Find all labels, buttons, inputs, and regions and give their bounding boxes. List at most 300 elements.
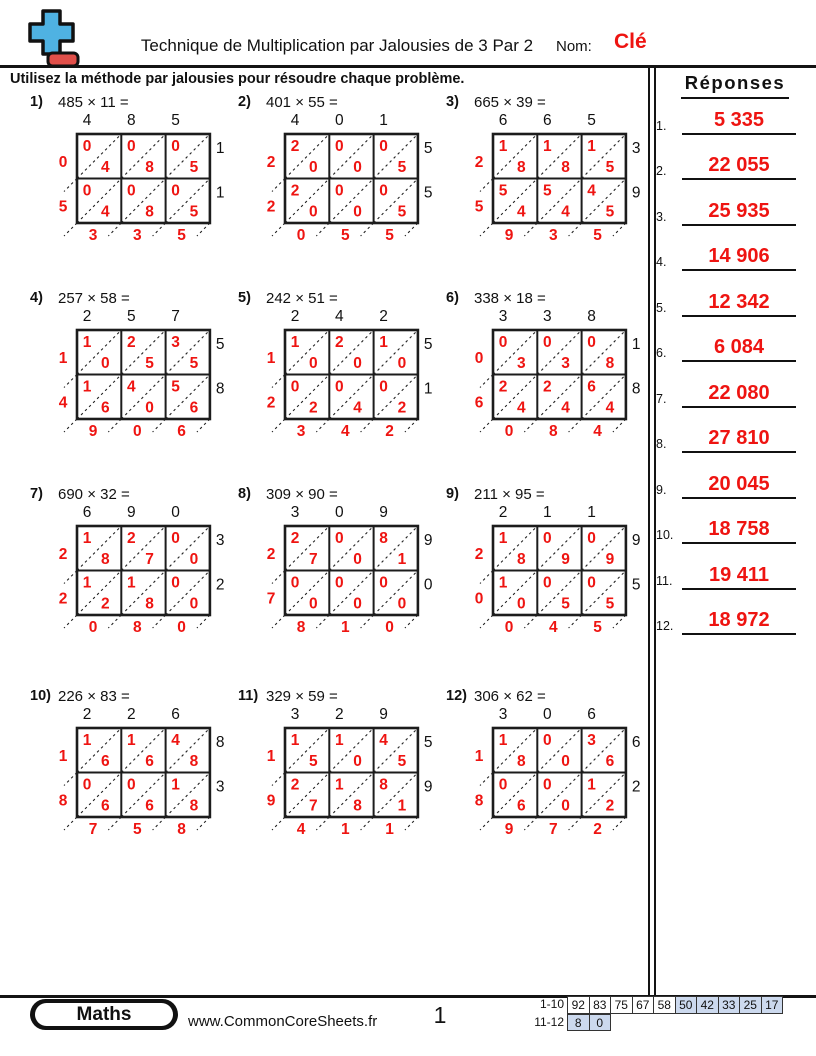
cell-tens-digit: 2 [126, 530, 136, 547]
cell-units-digit: 6 [189, 399, 199, 417]
problem-number: 1) [30, 94, 43, 110]
cell-tens-digit: 2 [290, 138, 300, 155]
cell-tens-digit: 4 [379, 732, 388, 749]
diagonal-tail [361, 615, 374, 628]
score-cell: 75 [610, 996, 633, 1014]
answer-left-digit: 7 [266, 590, 276, 608]
cell-tens-digit: 1 [171, 776, 180, 794]
diagonal-tail [569, 615, 582, 628]
answer-bottom-digit: 5 [385, 227, 394, 244]
cell-units-digit: 5 [189, 203, 199, 221]
diagonal-tail [108, 817, 121, 830]
diagonal-tail [153, 223, 166, 236]
answer-number: 5. [656, 300, 667, 315]
multiplier-digit: 9 [631, 532, 641, 549]
multiplier-digit: 8 [631, 380, 641, 398]
cell-tens-digit: 2 [290, 530, 300, 547]
cell-units-digit: 5 [189, 355, 199, 372]
cell-tens-digit: 3 [171, 334, 180, 351]
cell-tens-digit: 1 [498, 574, 508, 592]
lattice-grid [238, 306, 444, 458]
cell-units-digit: 8 [145, 203, 154, 221]
page-title: Technique de Multiplication par Jalousies de 3 Par 2 [140, 36, 534, 55]
cell-units-digit: 8 [353, 797, 362, 815]
answer-left-digit: 5 [474, 198, 484, 216]
cell-tens-digit: 0 [542, 574, 552, 592]
answer-value: 22 080 [682, 382, 796, 408]
multiplicand-digit: 2 [334, 706, 344, 723]
score-cell: 92 [567, 996, 590, 1014]
problem-number: 12) [446, 688, 467, 704]
score-cell: 25 [739, 996, 762, 1014]
problem-number: 10) [30, 688, 51, 704]
brand-badge [30, 999, 178, 1030]
cell-tens-digit: 0 [82, 138, 92, 155]
multiplicand-digit: 8 [587, 308, 596, 325]
score-cell: 42 [696, 996, 719, 1014]
lattice-grid [238, 110, 444, 262]
lattice-grid [30, 704, 236, 856]
problem-8 [238, 486, 444, 674]
answers-title: Réponses [660, 72, 810, 99]
diagonal-tail [64, 571, 77, 584]
cell-units-digit: 0 [353, 753, 362, 770]
diagonal-tail [316, 419, 329, 432]
problem-expression: 211 × 95 = [474, 486, 545, 503]
problem-6 [446, 290, 652, 478]
multiplier-digit: 2 [631, 778, 641, 796]
cell-units-digit: 2 [397, 399, 407, 417]
answer-left-digit: 5 [58, 198, 68, 216]
diagonal-tail [613, 817, 626, 830]
website-url: www.CommonCoreSheets.fr [188, 1013, 378, 1030]
answer-value: 25 935 [682, 200, 796, 226]
score-row-label: 1-10 [539, 997, 564, 1011]
diagonal-tail [64, 179, 77, 192]
cell-units-digit: 2 [605, 797, 615, 815]
answer-bottom-digit: 9 [504, 821, 514, 838]
diagonal-tail [272, 615, 285, 628]
cell-tens-digit: 1 [587, 776, 596, 794]
multiplicand-digit: 2 [290, 308, 300, 325]
problem-expression: 329 × 59 = [266, 688, 338, 705]
cell-units-digit: 0 [353, 159, 362, 176]
lattice-grid [238, 502, 444, 654]
cell-units-digit: 4 [605, 399, 615, 417]
score-cell: 8 [567, 1014, 590, 1032]
cell-units-digit: 0 [397, 595, 407, 613]
cell-tens-digit: 0 [126, 138, 136, 155]
answer-number: 7. [656, 391, 667, 406]
problem-11 [238, 688, 444, 876]
answer-value: 19 411 [682, 564, 796, 590]
cell-units-digit: 9 [605, 551, 615, 568]
cell-tens-digit: 1 [290, 334, 300, 351]
multiplicand-digit: 9 [379, 504, 388, 521]
answer-bottom-digit: 5 [593, 619, 602, 636]
problem-10 [30, 688, 236, 876]
answer-value: 12 342 [682, 291, 796, 317]
cell-tens-digit: 2 [126, 334, 136, 351]
cell-units-digit: 4 [516, 399, 526, 417]
diagonal-tail [405, 419, 418, 432]
cell-tens-digit: 2 [334, 334, 344, 351]
diagonal-tail [480, 817, 493, 830]
cell-tens-digit: 5 [498, 182, 508, 200]
cell-units-digit: 0 [308, 355, 318, 372]
answer-left-digit: 2 [474, 154, 484, 171]
cell-tens-digit: 1 [82, 378, 92, 396]
answer-number: 10. [656, 528, 674, 543]
cell-units-digit: 8 [561, 159, 570, 176]
diagonal-tail [272, 817, 285, 830]
name-label: Nom: [556, 38, 592, 55]
answer-bottom-digit: 0 [177, 619, 186, 636]
cell-tens-digit: 0 [587, 334, 596, 351]
answer-left-digit: 8 [474, 792, 484, 810]
answer-bottom-digit: 0 [88, 619, 98, 636]
cell-tens-digit: 0 [542, 334, 552, 351]
problem-expression: 306 × 62 = [474, 688, 546, 705]
problem-expression: 690 × 32 = [58, 486, 130, 503]
cell-tens-digit: 5 [542, 182, 552, 200]
answer-bottom-digit: 5 [132, 821, 142, 838]
cell-units-digit: 6 [145, 753, 154, 770]
diagonal-tail [197, 419, 210, 432]
problem-7 [30, 486, 236, 674]
cell-units-digit: 5 [397, 159, 407, 176]
answer-left-digit: 1 [58, 350, 68, 367]
cell-tens-digit: 0 [542, 732, 552, 749]
cell-tens-digit: 5 [171, 378, 180, 396]
answer-value: 6 084 [682, 336, 796, 362]
diagonal-tail [361, 223, 374, 236]
diagonal-tail [405, 817, 418, 830]
answer-bottom-digit: 3 [88, 227, 98, 244]
cell-tens-digit: 1 [587, 138, 596, 155]
answer-left-digit: 4 [58, 394, 68, 412]
diagonal-tail [569, 817, 582, 830]
multiplicand-digit: 4 [334, 308, 344, 325]
diagonal-tail [524, 419, 537, 432]
cell-tens-digit: 1 [82, 732, 92, 749]
answer-bottom-digit: 1 [385, 821, 394, 838]
diagonal-tail [480, 615, 493, 628]
multiplier-digit: 5 [423, 734, 433, 751]
multiplicand-digit: 2 [379, 308, 388, 325]
diagonal-tail [316, 223, 329, 236]
cell-units-digit: 8 [145, 159, 154, 176]
cell-tens-digit: 2 [290, 182, 300, 200]
lattice-grid [446, 306, 652, 458]
cell-tens-digit: 0 [171, 530, 180, 547]
lattice-grid [446, 502, 652, 654]
page-number: 1 [433, 1002, 447, 1028]
cell-tens-digit: 1 [498, 732, 508, 749]
answer-value: 18 972 [682, 609, 796, 635]
score-row [520, 996, 783, 1014]
lattice-grid [446, 110, 652, 262]
answer-bottom-digit: 0 [296, 227, 306, 244]
cell-tens-digit: 1 [379, 334, 388, 351]
problem-expression: 309 × 90 = [266, 486, 338, 503]
answer-left-digit: 2 [58, 546, 68, 563]
multiplier-digit: 3 [215, 778, 225, 796]
multiplicand-digit: 3 [542, 308, 552, 325]
cell-units-digit: 5 [397, 203, 407, 221]
cell-units-digit: 5 [397, 753, 407, 770]
cell-units-digit: 0 [353, 595, 362, 613]
answer-number: 9. [656, 482, 667, 497]
cell-tens-digit: 0 [82, 182, 92, 200]
answer-bottom-digit: 0 [504, 423, 514, 440]
diagonal-tail [569, 419, 582, 432]
diagonal-tail [272, 179, 285, 192]
multiplicand-digit: 1 [379, 112, 388, 129]
multiplicand-digit: 7 [171, 308, 180, 325]
answer-value: 5 335 [682, 109, 796, 135]
cell-units-digit: 6 [100, 399, 110, 417]
cell-tens-digit: 4 [171, 732, 180, 749]
diagonal-tail [569, 223, 582, 236]
cell-units-digit: 8 [516, 159, 526, 176]
multiplicand-digit: 1 [587, 504, 596, 521]
cell-tens-digit: 0 [334, 574, 344, 592]
cell-tens-digit: 0 [498, 334, 508, 351]
cell-tens-digit: 0 [290, 378, 300, 396]
cell-tens-digit: 1 [498, 530, 508, 547]
diagonal-tail [405, 223, 418, 236]
cell-units-digit: 5 [605, 203, 615, 221]
cell-tens-digit: 0 [587, 530, 596, 547]
answer-left-digit: 1 [266, 748, 276, 765]
multiplicand-digit: 6 [542, 112, 552, 129]
cell-units-digit: 2 [100, 595, 110, 613]
diagonal-tail [361, 817, 374, 830]
answer-number: 3. [656, 209, 667, 224]
cell-tens-digit: 0 [334, 530, 344, 547]
answer-bottom-digit: 5 [340, 227, 350, 244]
answer-bottom-digit: 5 [177, 227, 186, 244]
multiplicand-digit: 4 [290, 112, 300, 129]
answer-bottom-digit: 3 [296, 423, 306, 440]
diagonal-tail [405, 615, 418, 628]
multiplier-digit: 8 [215, 380, 225, 398]
answer-left-digit: 9 [266, 792, 276, 810]
diagonal-tail [272, 375, 285, 388]
problem-5 [238, 290, 444, 478]
diagonal-tail [108, 615, 121, 628]
answer-left-digit: 1 [266, 350, 276, 367]
cell-tens-digit: 2 [290, 776, 300, 794]
diagonal-tail [272, 773, 285, 786]
diagonal-tail [64, 375, 77, 388]
score-table [520, 996, 783, 1031]
diagonal-tail [108, 223, 121, 236]
diagonal-tail [197, 223, 210, 236]
cell-units-digit: 4 [561, 399, 570, 417]
cell-units-digit: 5 [308, 753, 318, 770]
cell-units-digit: 6 [516, 797, 526, 815]
cell-units-digit: 8 [516, 551, 526, 568]
lattice-grid [238, 704, 444, 856]
answer-bottom-digit: 9 [88, 423, 98, 440]
multiplicand-digit: 2 [82, 706, 92, 723]
lattice-grid [30, 306, 236, 458]
problem-number: 7) [30, 486, 43, 502]
answer-bottom-digit: 6 [177, 423, 186, 440]
cell-units-digit: 1 [397, 797, 407, 815]
diagonal-tail [272, 419, 285, 432]
header-rule [0, 65, 816, 68]
multiplicand-digit: 6 [498, 112, 508, 129]
answer-number: 8. [656, 437, 667, 452]
answer-bottom-digit: 0 [132, 423, 142, 440]
cell-units-digit: 6 [100, 797, 110, 815]
cell-tens-digit: 1 [126, 574, 136, 592]
cell-units-digit: 5 [605, 159, 615, 176]
cell-tens-digit: 1 [82, 334, 92, 351]
answer-bottom-digit: 8 [296, 619, 306, 636]
diagonal-tail [480, 223, 493, 236]
multiplier-digit: 1 [423, 380, 433, 398]
cell-units-digit: 4 [100, 203, 110, 221]
answer-bottom-digit: 3 [132, 227, 142, 244]
cell-units-digit: 0 [308, 203, 318, 221]
answer-left-digit: 0 [474, 350, 484, 367]
score-row-label: 11-12 [534, 1014, 564, 1029]
problem-expression: 338 × 18 = [474, 290, 546, 307]
cell-tens-digit: 1 [334, 776, 344, 794]
multiplicand-digit: 9 [379, 706, 388, 723]
problem-number: 11) [238, 688, 259, 704]
cell-units-digit: 6 [145, 797, 154, 815]
problem-number: 5) [238, 290, 251, 306]
problem-expression: 665 × 39 = [474, 94, 546, 111]
cell-units-digit: 8 [189, 753, 199, 770]
cell-units-digit: 9 [561, 551, 570, 568]
cell-units-digit: 0 [308, 595, 318, 613]
problem-number: 3) [446, 94, 459, 110]
multiplicand-digit: 0 [334, 504, 344, 521]
answer-bottom-digit: 7 [548, 821, 558, 838]
cell-tens-digit: 0 [542, 530, 552, 547]
cell-units-digit: 8 [516, 753, 526, 770]
answer-bottom-digit: 9 [504, 227, 514, 244]
cell-units-digit: 8 [189, 797, 199, 815]
cell-units-digit: 0 [308, 159, 318, 176]
diagonal-tail [316, 615, 329, 628]
answer-left-digit: 2 [266, 154, 276, 171]
multiplier-digit: 9 [631, 184, 641, 202]
diagonal-tail [64, 817, 77, 830]
multiplicand-digit: 2 [498, 504, 508, 521]
cell-tens-digit: 4 [587, 182, 596, 200]
answer-left-digit: 2 [58, 590, 68, 608]
cell-units-digit: 3 [561, 355, 570, 372]
multiplicand-digit: 6 [171, 706, 180, 723]
cell-units-digit: 6 [100, 753, 110, 770]
cell-tens-digit: 0 [334, 138, 344, 155]
multiplier-digit: 5 [423, 184, 433, 202]
answer-bottom-digit: 2 [593, 821, 602, 838]
answer-value: 18 758 [682, 518, 796, 544]
logo-plus-shape [30, 11, 73, 54]
diagonal-tail [480, 773, 493, 786]
answer-left-digit: 2 [266, 546, 276, 563]
cell-units-digit: 0 [189, 551, 199, 568]
plus-logo-icon [22, 8, 106, 70]
problem-expression: 485 × 11 = [58, 94, 129, 111]
answer-left-digit: 8 [58, 792, 68, 810]
multiplicand-digit: 3 [290, 504, 300, 521]
answer-number: 6. [656, 346, 667, 361]
score-row [520, 1014, 783, 1032]
multiplicand-digit: 2 [126, 706, 136, 723]
cell-units-digit: 0 [189, 595, 199, 613]
cell-tens-digit: 0 [379, 574, 388, 592]
score-cell: 50 [675, 996, 698, 1014]
cell-tens-digit: 1 [334, 732, 344, 749]
answer-bottom-digit: 2 [385, 423, 394, 440]
answer-left-digit: 0 [474, 590, 484, 608]
diagonal-tail [64, 773, 77, 786]
cell-tens-digit: 6 [587, 378, 596, 396]
lattice-grid [30, 502, 236, 654]
diagonal-tail [524, 223, 537, 236]
answer-bottom-digit: 7 [88, 821, 98, 838]
multiplier-digit: 6 [631, 734, 641, 751]
answer-bottom-digit: 4 [593, 423, 602, 440]
diagonal-tail [153, 817, 166, 830]
multiplicand-digit: 5 [126, 308, 136, 325]
answer-value: 14 906 [682, 245, 796, 271]
diagonal-tail [197, 817, 210, 830]
multiplier-digit: 1 [215, 140, 225, 157]
cell-tens-digit: 1 [82, 574, 92, 592]
answer-number: 12. [656, 618, 674, 633]
lattice-grid [446, 704, 652, 856]
cell-tens-digit: 1 [542, 138, 552, 155]
diagonal-tail [524, 817, 537, 830]
cell-units-digit: 0 [353, 355, 362, 372]
problem-expression: 226 × 83 = [58, 688, 130, 705]
cell-tens-digit: 0 [498, 776, 508, 794]
answer-value: 27 810 [682, 427, 796, 453]
diagonal-tail [524, 615, 537, 628]
diagonal-tail [64, 615, 77, 628]
cell-tens-digit: 1 [126, 732, 136, 749]
diagonal-tail [64, 223, 77, 236]
problem-number: 4) [30, 290, 43, 306]
cell-tens-digit: 2 [498, 378, 508, 396]
cell-units-digit: 5 [189, 159, 199, 176]
multiplier-digit: 1 [631, 336, 641, 353]
problem-3 [446, 94, 652, 282]
cell-units-digit: 0 [516, 595, 526, 613]
multiplier-digit: 3 [631, 140, 641, 157]
cell-tens-digit: 0 [171, 138, 180, 155]
diagonal-tail [480, 375, 493, 388]
answer-bottom-digit: 0 [385, 619, 394, 636]
answer-bottom-digit: 0 [504, 619, 514, 636]
cell-tens-digit: 0 [542, 776, 552, 794]
cell-tens-digit: 3 [587, 732, 596, 749]
multiplier-digit: 5 [423, 336, 433, 353]
cell-units-digit: 5 [605, 595, 615, 613]
answer-bottom-digit: 3 [548, 227, 558, 244]
multiplier-digit: 5 [215, 336, 225, 353]
